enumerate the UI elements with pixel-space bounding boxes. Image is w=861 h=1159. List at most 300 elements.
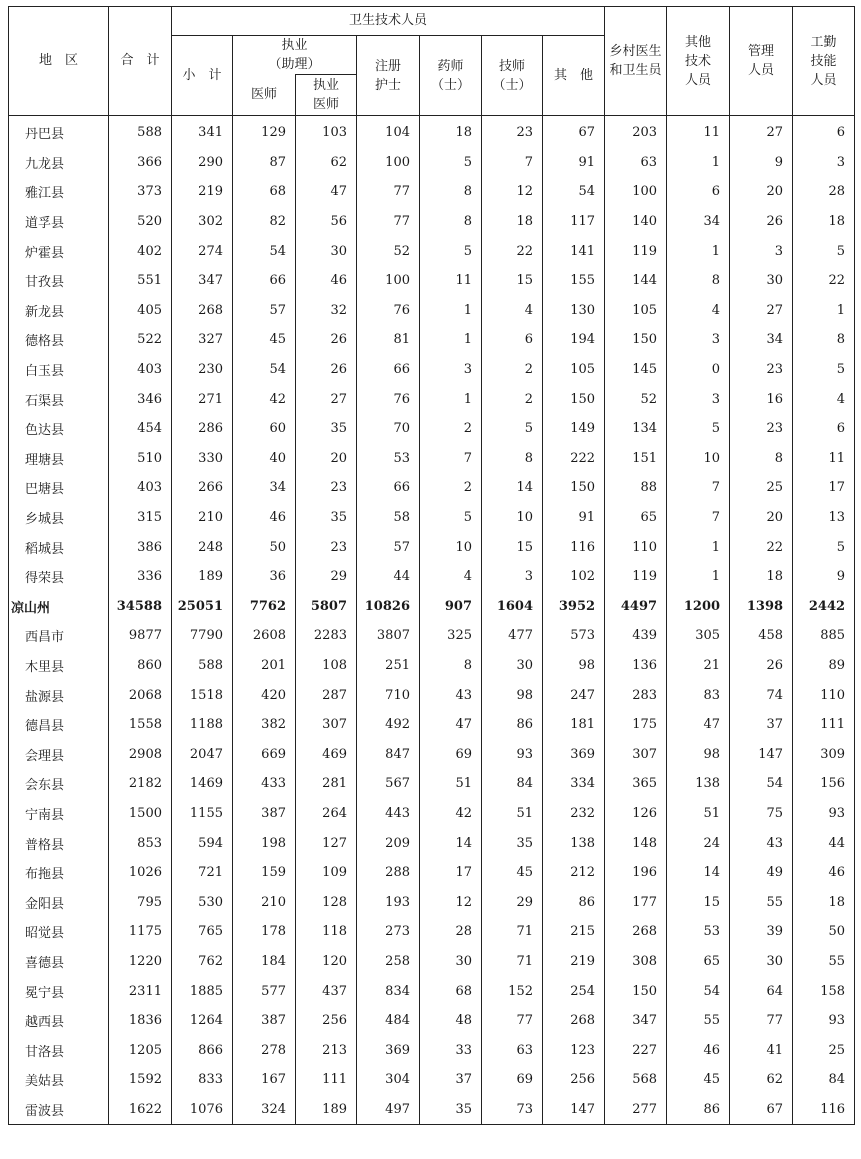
other-tech-cell: 138: [667, 769, 730, 799]
technician-cell: 152: [482, 976, 543, 1006]
licensed-cell: 42: [233, 384, 296, 414]
technician-cell: 35: [482, 828, 543, 858]
management-cell: 75: [730, 799, 793, 829]
pharmacist-cell: 4: [420, 562, 482, 592]
pharmacist-cell: 5: [420, 148, 482, 178]
licensed-cell: 2608: [233, 621, 296, 651]
pharmacist-cell: 8: [420, 177, 482, 207]
village-doctor-cell: 110: [605, 532, 667, 562]
licensed-cell: 387: [233, 799, 296, 829]
physician-cell: 62: [296, 148, 357, 178]
workers-cell: 5: [793, 355, 855, 385]
workers-cell: 84: [793, 1065, 855, 1095]
header-management: [730, 7, 793, 116]
total-cell: 315: [109, 503, 172, 533]
table-row: [9, 414, 855, 444]
other-cell: 102: [543, 562, 605, 592]
village-doctor-cell: 347: [605, 1006, 667, 1036]
management-cell: 54: [730, 769, 793, 799]
workers-cell: 158: [793, 976, 855, 1006]
table-row: [9, 1065, 855, 1095]
pharmacist-cell: 68: [420, 976, 482, 1006]
subtotal-cell: 327: [172, 325, 233, 355]
workers-cell: 8: [793, 325, 855, 355]
workers-cell: 13: [793, 503, 855, 533]
other-tech-cell: 14: [667, 858, 730, 888]
technician-cell: 7: [482, 148, 543, 178]
physician-cell: 23: [296, 473, 357, 503]
total-cell: 34588: [109, 592, 172, 622]
subtotal-cell: 866: [172, 1035, 233, 1065]
other-cell: 54: [543, 177, 605, 207]
pharmacist-cell: 69: [420, 739, 482, 769]
management-cell: 23: [730, 355, 793, 385]
physician-cell: 103: [296, 116, 357, 148]
subtotal-cell: 286: [172, 414, 233, 444]
nurse-cell: 77: [357, 207, 420, 237]
technician-cell: 12: [482, 177, 543, 207]
header-other: 其 他: [543, 36, 605, 116]
nurse-cell: 57: [357, 532, 420, 562]
village-doctor-cell: 365: [605, 769, 667, 799]
subtotal-cell: 347: [172, 266, 233, 296]
table-row: [9, 148, 855, 178]
physician-cell: 23: [296, 532, 357, 562]
nurse-cell: 288: [357, 858, 420, 888]
total-cell: 522: [109, 325, 172, 355]
village-doctor-cell: 203: [605, 116, 667, 148]
pharmacist-cell: 14: [420, 828, 482, 858]
header-other-tech: [667, 7, 730, 116]
other-tech-cell: 1200: [667, 592, 730, 622]
licensed-cell: 54: [233, 236, 296, 266]
technician-cell: 71: [482, 947, 543, 977]
total-cell: 1592: [109, 1065, 172, 1095]
region-name-cell: 白玉县: [9, 355, 109, 385]
management-cell: 9: [730, 148, 793, 178]
management-cell: 41: [730, 1035, 793, 1065]
management-cell: 20: [730, 177, 793, 207]
licensed-cell: 420: [233, 680, 296, 710]
physician-cell: 30: [296, 236, 357, 266]
physician-cell: 118: [296, 917, 357, 947]
header-pharmacist: [420, 36, 482, 116]
other-cell: 91: [543, 503, 605, 533]
licensed-cell: 45: [233, 325, 296, 355]
region-name-cell: 金阳县: [9, 887, 109, 917]
technician-cell: 51: [482, 799, 543, 829]
village-doctor-cell: 134: [605, 414, 667, 444]
total-cell: 373: [109, 177, 172, 207]
village-doctor-cell: 268: [605, 917, 667, 947]
village-doctor-cell: 148: [605, 828, 667, 858]
village-doctor-cell: 568: [605, 1065, 667, 1095]
table-row: [9, 473, 855, 503]
table-row: [9, 680, 855, 710]
licensed-cell: 577: [233, 976, 296, 1006]
header-technician: [482, 36, 543, 116]
pharmacist-cell: 325: [420, 621, 482, 651]
workers-cell: 22: [793, 266, 855, 296]
total-cell: 9877: [109, 621, 172, 651]
table-row: [9, 947, 855, 977]
technician-cell: 77: [482, 1006, 543, 1036]
header-nurse: [357, 36, 420, 116]
pharmacist-cell: 1: [420, 384, 482, 414]
nurse-cell: 834: [357, 976, 420, 1006]
table-row: [9, 1035, 855, 1065]
physician-cell: 47: [296, 177, 357, 207]
header-village-doctor-line-1: 乡村医生: [609, 44, 662, 59]
physician-cell: 108: [296, 651, 357, 681]
workers-cell: 28: [793, 177, 855, 207]
licensed-cell: 82: [233, 207, 296, 237]
village-doctor-cell: 145: [605, 355, 667, 385]
other-tech-cell: 47: [667, 710, 730, 740]
region-name-cell: 色达县: [9, 414, 109, 444]
nurse-cell: 100: [357, 266, 420, 296]
nurse-cell: 3807: [357, 621, 420, 651]
subtotal-cell: 271: [172, 384, 233, 414]
licensed-cell: 87: [233, 148, 296, 178]
workers-cell: 2442: [793, 592, 855, 622]
workers-cell: 18: [793, 207, 855, 237]
technician-cell: 2: [482, 355, 543, 385]
region-name-cell: 石渠县: [9, 384, 109, 414]
other-cell: 573: [543, 621, 605, 651]
other-cell: 98: [543, 651, 605, 681]
nurse-cell: 251: [357, 651, 420, 681]
physician-cell: 469: [296, 739, 357, 769]
other-tech-cell: 11: [667, 116, 730, 148]
management-cell: 1398: [730, 592, 793, 622]
header-workers-line-2: 技能: [810, 53, 837, 69]
total-cell: 336: [109, 562, 172, 592]
village-doctor-cell: 277: [605, 1095, 667, 1125]
licensed-cell: 46: [233, 503, 296, 533]
technician-cell: 15: [482, 266, 543, 296]
pharmacist-cell: 907: [420, 592, 482, 622]
region-name-cell: 会东县: [9, 769, 109, 799]
table-row: [9, 444, 855, 474]
header-licensed-line-2: （助理）: [268, 57, 321, 72]
management-cell: 55: [730, 887, 793, 917]
other-cell: 155: [543, 266, 605, 296]
management-cell: 39: [730, 917, 793, 947]
licensed-cell: 54: [233, 355, 296, 385]
pharmacist-cell: 18: [420, 116, 482, 148]
table-row: [9, 207, 855, 237]
subtotal-cell: 189: [172, 562, 233, 592]
header-health-tech: 卫生技术人员: [172, 7, 605, 36]
technician-cell: 6: [482, 325, 543, 355]
header-other-tech-line-2: 技术: [685, 53, 712, 69]
total-cell: 1622: [109, 1095, 172, 1125]
pharmacist-cell: 12: [420, 887, 482, 917]
subtotal-cell: 1469: [172, 769, 233, 799]
subtotal-cell: 721: [172, 858, 233, 888]
village-doctor-cell: 196: [605, 858, 667, 888]
total-cell: 2068: [109, 680, 172, 710]
village-doctor-cell: 177: [605, 887, 667, 917]
region-name-cell: 木里县: [9, 651, 109, 681]
workers-cell: 44: [793, 828, 855, 858]
region-name-cell: 德昌县: [9, 710, 109, 740]
village-doctor-cell: 150: [605, 976, 667, 1006]
total-cell: 454: [109, 414, 172, 444]
subtotal-cell: 1188: [172, 710, 233, 740]
subtotal-cell: 530: [172, 887, 233, 917]
subtotal-cell: 588: [172, 651, 233, 681]
nurse-cell: 10826: [357, 592, 420, 622]
nurse-cell: 369: [357, 1035, 420, 1065]
management-cell: 30: [730, 947, 793, 977]
physician-cell: 26: [296, 355, 357, 385]
other-cell: 232: [543, 799, 605, 829]
workers-cell: 6: [793, 414, 855, 444]
other-tech-cell: 53: [667, 917, 730, 947]
header-nurse-line-2: 护士: [374, 77, 401, 93]
technician-cell: 29: [482, 887, 543, 917]
workers-cell: 17: [793, 473, 855, 503]
management-cell: 27: [730, 296, 793, 326]
region-name-cell: 宁南县: [9, 799, 109, 829]
other-tech-cell: 86: [667, 1095, 730, 1125]
region-name-cell: 冕宁县: [9, 976, 109, 1006]
subtotal-cell: 302: [172, 207, 233, 237]
workers-cell: 3: [793, 148, 855, 178]
table-row: [9, 592, 855, 622]
management-cell: 3: [730, 236, 793, 266]
other-cell: 268: [543, 1006, 605, 1036]
pharmacist-cell: 8: [420, 207, 482, 237]
table-row: [9, 621, 855, 651]
licensed-cell: 129: [233, 116, 296, 148]
workers-cell: 885: [793, 621, 855, 651]
table-row: [9, 887, 855, 917]
technician-cell: 86: [482, 710, 543, 740]
region-name-cell: 炉霍县: [9, 236, 109, 266]
management-cell: 147: [730, 739, 793, 769]
physician-cell: 20: [296, 444, 357, 474]
workers-cell: 5: [793, 236, 855, 266]
physician-cell: 127: [296, 828, 357, 858]
village-doctor-cell: 151: [605, 444, 667, 474]
other-tech-cell: 1: [667, 532, 730, 562]
total-cell: 402: [109, 236, 172, 266]
other-cell: 149: [543, 414, 605, 444]
total-cell: 2908: [109, 739, 172, 769]
management-cell: 74: [730, 680, 793, 710]
table-header: [9, 7, 855, 116]
other-cell: 147: [543, 1095, 605, 1125]
management-cell: 43: [730, 828, 793, 858]
village-doctor-cell: 63: [605, 148, 667, 178]
total-cell: 1836: [109, 1006, 172, 1036]
region-name-cell: 美姑县: [9, 1065, 109, 1095]
header-technician-line-1: 技师: [498, 58, 525, 74]
table-row: [9, 296, 855, 326]
technician-cell: 3: [482, 562, 543, 592]
other-tech-cell: 4: [667, 296, 730, 326]
workers-cell: 111: [793, 710, 855, 740]
total-cell: 2311: [109, 976, 172, 1006]
workers-cell: 116: [793, 1095, 855, 1125]
village-doctor-cell: 65: [605, 503, 667, 533]
other-tech-cell: 7: [667, 503, 730, 533]
region-name-cell: 理塘县: [9, 444, 109, 474]
region-name-cell: 凉山州: [9, 592, 109, 622]
licensed-cell: 50: [233, 532, 296, 562]
licensed-cell: 210: [233, 887, 296, 917]
other-cell: 117: [543, 207, 605, 237]
region-name-cell: 昭觉县: [9, 917, 109, 947]
subtotal-cell: 2047: [172, 739, 233, 769]
region-name-cell: 九龙县: [9, 148, 109, 178]
subtotal-cell: 330: [172, 444, 233, 474]
management-cell: 8: [730, 444, 793, 474]
technician-cell: 15: [482, 532, 543, 562]
pharmacist-cell: 30: [420, 947, 482, 977]
workers-cell: 6: [793, 116, 855, 148]
pharmacist-cell: 10: [420, 532, 482, 562]
physician-cell: 109: [296, 858, 357, 888]
subtotal-cell: 341: [172, 116, 233, 148]
nurse-cell: 484: [357, 1006, 420, 1036]
region-name-cell: 喜德县: [9, 947, 109, 977]
management-cell: 62: [730, 1065, 793, 1095]
village-doctor-cell: 4497: [605, 592, 667, 622]
physician-cell: 128: [296, 887, 357, 917]
other-tech-cell: 98: [667, 739, 730, 769]
village-doctor-cell: 105: [605, 296, 667, 326]
workers-cell: 18: [793, 887, 855, 917]
technician-cell: 8: [482, 444, 543, 474]
physician-cell: 2283: [296, 621, 357, 651]
total-cell: 853: [109, 828, 172, 858]
physician-cell: 46: [296, 266, 357, 296]
header-region: 地 区: [9, 7, 109, 116]
table-row: [9, 769, 855, 799]
licensed-cell: 167: [233, 1065, 296, 1095]
nurse-cell: 66: [357, 473, 420, 503]
pharmacist-cell: 3: [420, 355, 482, 385]
other-cell: 247: [543, 680, 605, 710]
village-doctor-cell: 52: [605, 384, 667, 414]
total-cell: 520: [109, 207, 172, 237]
licensed-cell: 36: [233, 562, 296, 592]
other-cell: 116: [543, 532, 605, 562]
technician-cell: 14: [482, 473, 543, 503]
header-subtotal: 小 计: [172, 36, 233, 116]
workers-cell: 50: [793, 917, 855, 947]
management-cell: 67: [730, 1095, 793, 1125]
subtotal-cell: 290: [172, 148, 233, 178]
total-cell: 403: [109, 355, 172, 385]
village-doctor-cell: 227: [605, 1035, 667, 1065]
physician-cell: 35: [296, 414, 357, 444]
table-row: [9, 325, 855, 355]
physician-cell: 287: [296, 680, 357, 710]
table-row: [9, 562, 855, 592]
workers-cell: 55: [793, 947, 855, 977]
pharmacist-cell: 48: [420, 1006, 482, 1036]
table-row: [9, 236, 855, 266]
physician-cell: 189: [296, 1095, 357, 1125]
subtotal-cell: 219: [172, 177, 233, 207]
subtotal-cell: 1264: [172, 1006, 233, 1036]
workers-cell: 110: [793, 680, 855, 710]
pharmacist-cell: 5: [420, 503, 482, 533]
header-other-tech-line-1: 其他: [685, 34, 712, 50]
subtotal-cell: 762: [172, 947, 233, 977]
other-cell: 212: [543, 858, 605, 888]
technician-cell: 1604: [482, 592, 543, 622]
table-row: [9, 710, 855, 740]
management-cell: 26: [730, 651, 793, 681]
physician-cell: 32: [296, 296, 357, 326]
other-tech-cell: 7: [667, 473, 730, 503]
other-tech-cell: 54: [667, 976, 730, 1006]
header-village-doctor: [605, 7, 667, 116]
header-workers-line-1: 工勤: [810, 34, 837, 50]
licensed-cell: 324: [233, 1095, 296, 1125]
workers-cell: 309: [793, 739, 855, 769]
management-cell: 16: [730, 384, 793, 414]
total-cell: 860: [109, 651, 172, 681]
other-tech-cell: 1: [667, 236, 730, 266]
workers-cell: 4: [793, 384, 855, 414]
licensed-cell: 278: [233, 1035, 296, 1065]
other-cell: 123: [543, 1035, 605, 1065]
management-cell: 458: [730, 621, 793, 651]
header-technician-line-2: （士）: [492, 77, 532, 93]
other-cell: 334: [543, 769, 605, 799]
management-cell: 25: [730, 473, 793, 503]
subtotal-cell: 833: [172, 1065, 233, 1095]
village-doctor-cell: 307: [605, 739, 667, 769]
pharmacist-cell: 17: [420, 858, 482, 888]
region-name-cell: 新龙县: [9, 296, 109, 326]
header-workers: [793, 7, 855, 116]
other-tech-cell: 6: [667, 177, 730, 207]
nurse-cell: 258: [357, 947, 420, 977]
pharmacist-cell: 11: [420, 266, 482, 296]
other-cell: 141: [543, 236, 605, 266]
nurse-cell: 66: [357, 355, 420, 385]
other-cell: 67: [543, 116, 605, 148]
subtotal-cell: 765: [172, 917, 233, 947]
pharmacist-cell: 2: [420, 414, 482, 444]
workers-cell: 1: [793, 296, 855, 326]
pharmacist-cell: 43: [420, 680, 482, 710]
subtotal-cell: 7790: [172, 621, 233, 651]
other-tech-cell: 51: [667, 799, 730, 829]
region-name-cell: 越西县: [9, 1006, 109, 1036]
pharmacist-cell: 51: [420, 769, 482, 799]
nurse-cell: 70: [357, 414, 420, 444]
management-cell: 26: [730, 207, 793, 237]
village-doctor-cell: 150: [605, 325, 667, 355]
other-tech-cell: 3: [667, 325, 730, 355]
nurse-cell: 567: [357, 769, 420, 799]
other-tech-cell: 21: [667, 651, 730, 681]
table-row: [9, 1095, 855, 1125]
region-name-cell: 西昌市: [9, 621, 109, 651]
other-cell: 3952: [543, 592, 605, 622]
header-pharmacist-line-1: 药师: [437, 58, 464, 74]
village-doctor-cell: 119: [605, 236, 667, 266]
